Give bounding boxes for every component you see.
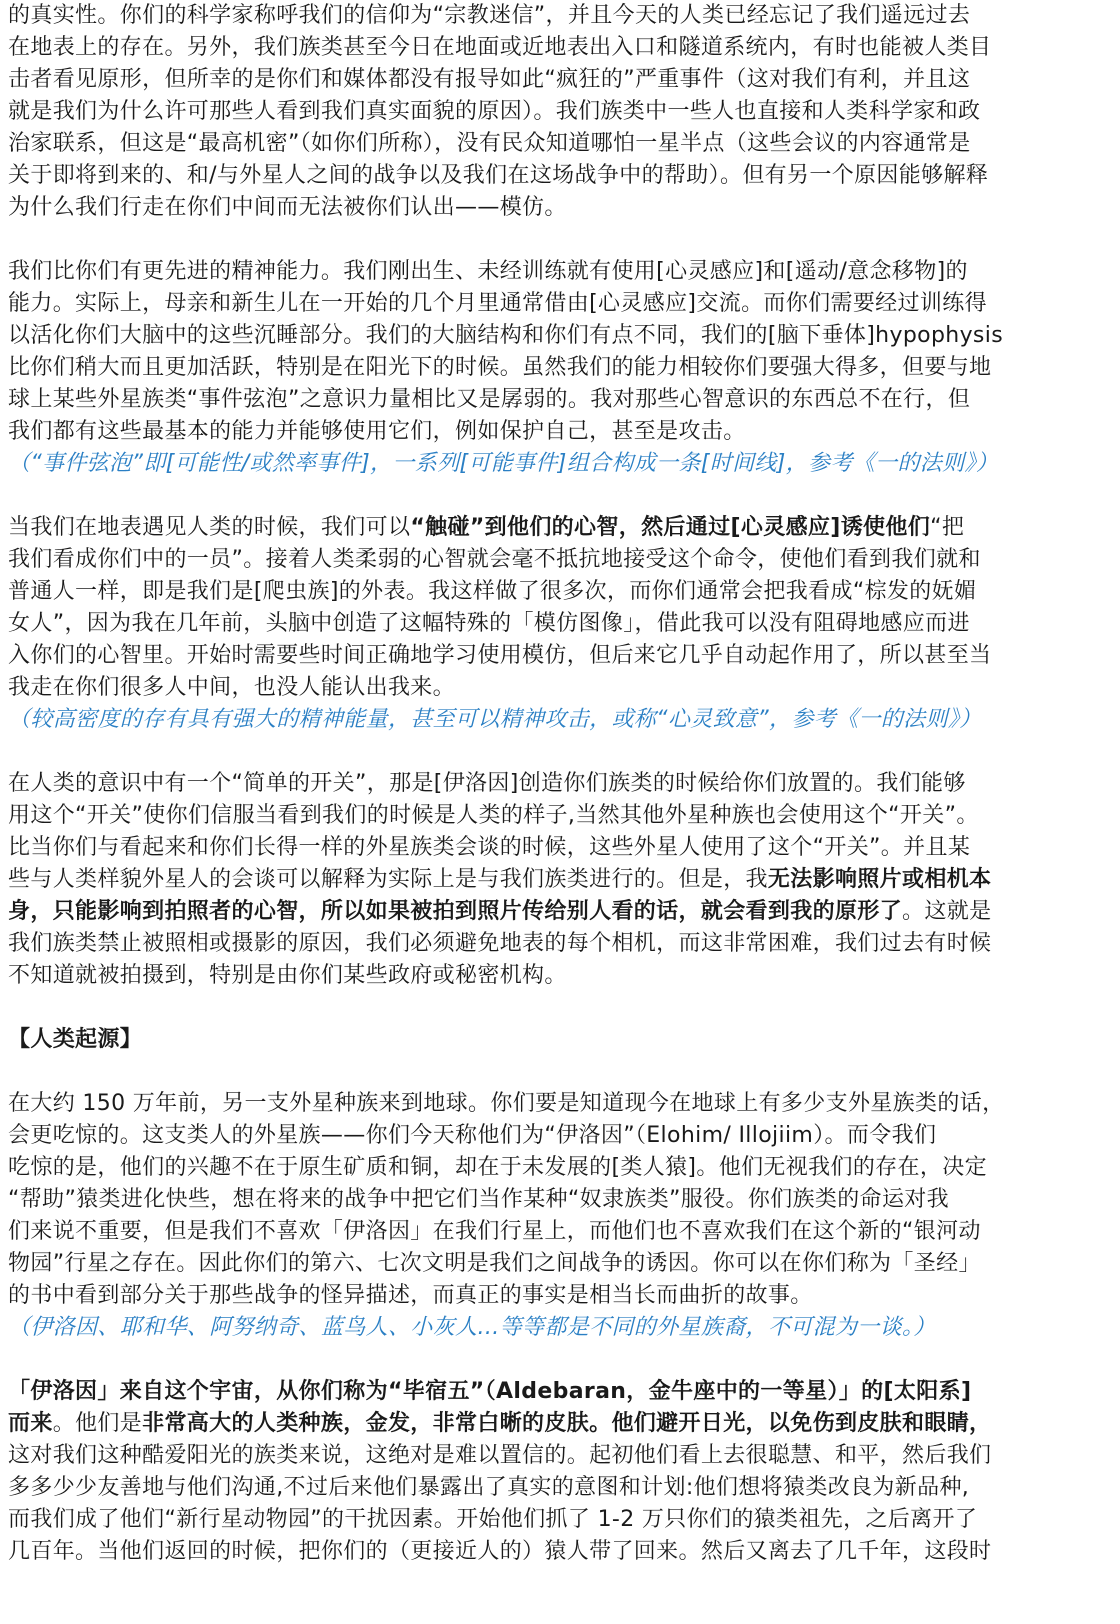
paragraph-gap <box>8 736 1112 768</box>
paragraph-gap <box>8 1056 1112 1088</box>
editor-note: （“事件弦泡”即[可能性/或然率事件]，一系列[可能事件]组合构成一条[时间线]，参考《一的法则》） <box>8 451 999 476</box>
text-line: 而来。他们是非常高大的人类种族，金发，非常白晰的皮肤。他们避开日光，以免伤到皮肤和眼睛， <box>8 1411 992 1436</box>
text-line: 在人类的意识中有一个“简单的开关”，那是[伊洛因]创造你们族类的时候给你们放置的。我们能够 <box>8 771 966 796</box>
emphasis-text: 身，只能影响到拍照者的心智，所以如果被拍到照片传给别人看的话，就会看到我的原形了 <box>8 899 903 924</box>
document-page <box>8 0 1112 1568</box>
text-line: 治家联系，但这是“最高机密”（如你们所称），没有民众知道哪怕一星半点（这些会议的内容通常是 <box>8 131 971 156</box>
text-line: 会更吃惊的。这支类人的外星族——你们今天称他们为“伊洛因”（Elohim/ Illojiim）。而令我们 <box>8 1123 937 1148</box>
text-line: 击者看见原形，但所幸的是你们和媒体都没有报导如此“疯狂的”严重事件（这对我们有利，并且这 <box>8 67 971 92</box>
text-line: 吃惊的是，他们的兴趣不在于原生矿质和铜，却在于未发展的[类人猿]。他们无视我们的存在，决定 <box>8 1155 987 1180</box>
text-line: 能力。实际上，母亲和新生儿在一开始的几个月里通常借由[心灵感应]交流。而你们需要经过训练得 <box>8 291 987 316</box>
emphasis-text: 非常高大的人类种族，金发，非常白晰的皮肤。他们避开日光，以免伤到皮肤和眼睛， <box>142 1411 992 1436</box>
text-line: 关于即将到来的、和/与外星人之间的战争以及我们在这场战争中的帮助）。但有另一个原因能够解释 <box>8 163 989 188</box>
emphasis-text: 「伊洛因」来自这个宇宙，从你们称为“毕宿五”（Aldebaran，金牛座中的一等星）」的[太阳系] <box>8 1379 972 1404</box>
text-line: 入你们的心智里。开始时需要些时间正确地学习使用模仿，但后来它几乎自动起作用了，所以甚至当 <box>8 643 992 668</box>
paragraph-6 <box>8 1376 1112 1568</box>
text-line: 在地表上的存在。另外，我们族类甚至今日在地面或近地表出入口和隧道系统内，有时也能被人类目 <box>8 35 992 60</box>
paragraph-gap <box>8 1344 1112 1376</box>
text-line: 就是我们为什么许可那些人看到我们真实面貌的原因）。我们族类中一些人也直接和人类科学家和政 <box>8 99 981 124</box>
text-line: 而我们成了他们“新行星动物园”的干扰因素。开始他们抓了 1-2 万只你们的猿类祖先，之后离开了 <box>8 1507 978 1532</box>
text-line: 多多少少友善地与他们沟通,不过后来他们暴露出了真实的意图和计划:他们想将猿类改良为新品种, <box>8 1475 970 1500</box>
text-line: 我走在你们很多人中间，也没人能认出我来。 <box>8 675 456 700</box>
editor-note: （伊洛因、耶和华、阿努纳奇、蓝鸟人、小灰人…等等都是不同的外星族裔，不可混为一谈。） <box>8 1315 936 1340</box>
paragraph-3 <box>8 512 1112 736</box>
text-line: 为什么我们行走在你们中间而无法被你们认出——模仿。 <box>8 195 567 220</box>
text-line: 不知道就被拍摄到，特别是由你们某些政府或秘密机构。 <box>8 963 567 988</box>
paragraph-1 <box>8 0 1112 224</box>
paragraph-gap <box>8 480 1112 512</box>
text-line: 的真实性。你们的科学家称呼我们的信仰为“宗教迷信”，并且今天的人类已经忘记了我们遥远过去 <box>8 3 971 28</box>
text-line <box>8 1376 1112 1408</box>
text-line: 比你们稍大而且更加活跃，特别是在阳光下的时候。虽然我们的能力相较你们要强大得多，但要与地 <box>8 355 992 380</box>
emphasis-text: “触碰”到他们的心智，然后通过[心灵感应]诱使他们 <box>410 515 931 540</box>
text-line: 在大约 150 万年前，另一支外星种族来到地球。你们要是知道现今在地球上有多少支外星族类的话， <box>8 1091 1005 1116</box>
text-line: 身，只能影响到拍照者的心智，所以如果被拍到照片传给别人看的话，就会看到我的原形了。这就是 <box>8 899 992 924</box>
emphasis-text: 而来 <box>8 1411 53 1436</box>
text-line: 我们族类禁止被照相或摄影的原因，我们必须避免地表的每个相机，而这非常困难，我们过去有时候 <box>8 931 992 956</box>
paragraph-gap <box>8 224 1112 256</box>
text-line: 的书中看到部分关于那些战争的怪异描述，而真正的事实是相当长而曲折的故事。 <box>8 1283 813 1308</box>
text-line: 以活化你们大脑中的这些沉睡部分。我们的大脑结构和你们有点不同，我们的[脑下垂体]hypophysis <box>8 323 1004 348</box>
text-line: 这对我们这种酷爱阳光的族类来说，这绝对是难以置信的。起初他们看上去很聪慧、和平，然后我们 <box>8 1443 992 1468</box>
text-line: 我们看成你们中的一员”。接着人类柔弱的心智就会毫不抵抗地接受这个命令，使他们看到我们就和 <box>8 547 981 572</box>
text-line: “帮助”猿类进化快些，想在将来的战争中把它们当作某种“奴隶族类”服役。你们族类的命运对我 <box>8 1187 949 1212</box>
text-line: 几百年。当他们返回的时候，把你们的（更接近人的）猿人带了回来。然后又离去了几千年，这段时 <box>8 1539 992 1564</box>
text-line: 我们比你们有更先进的精神能力。我们刚出生、未经训练就有使用[心灵感应]和[遥动/意念移物]的 <box>8 259 968 284</box>
text-line: 比当你们与看起来和你们长得一样的外星族类会谈的时候，这些外星人使用了这个“开关”。并且某 <box>8 835 971 860</box>
text-line: 女人”，因为我在几年前，头脑中创造了这幅特殊的「模仿图像」，借此我可以没有阻碍地感应而进 <box>8 611 970 636</box>
paragraph-5 <box>8 1088 1112 1344</box>
text-line: 些与人类样貌外星人的会谈可以解释为实际上是与我们族类进行的。但是，我无法影响照片或相机本 <box>8 867 992 892</box>
text-line: 我们都有这些最基本的能力并能够使用它们，例如保护自己，甚至是攻击。 <box>8 419 746 444</box>
text-line: 用这个“开关”使你们信服当看到我们的时候是人类的样子,当然其他外星种族也会使用这个“开关”。 <box>8 803 979 828</box>
text-line: 当我们在地表遇见人类的时候，我们可以“触碰”到他们的心智，然后通过[心灵感应]诱使他们“把 <box>8 515 965 540</box>
paragraph-2 <box>8 256 1112 480</box>
paragraph-gap <box>8 992 1112 1024</box>
text-line: 普通人一样，即是我们是[爬虫族]的外表。我这样做了很多次，而你们通常会把我看成“棕发的妩媚 <box>8 579 977 604</box>
section-heading: 【人类起源】 <box>8 1027 143 1052</box>
emphasis-text: 无法影响照片或相机本 <box>767 867 992 892</box>
text-line: 物园”行星之存在。因此你们的第六、七次文明是我们之间战争的诱因。你可以在你们称为「圣经」 <box>8 1251 981 1276</box>
text-line: 球上某些外星族类“事件弦泡”之意识力量相比又是孱弱的。我对那些心智意识的东西总不在行，但 <box>8 387 971 412</box>
paragraph-4 <box>8 768 1112 992</box>
editor-note: （较高密度的存有具有强大的精神能量，甚至可以精神攻击，或称“心灵致意”，参考《一的法则》） <box>8 707 982 732</box>
text-line: 们来说不重要，但是我们不喜欢「伊洛因」在我们行星上，而他们也不喜欢我们在这个新的“银河动 <box>8 1219 981 1244</box>
